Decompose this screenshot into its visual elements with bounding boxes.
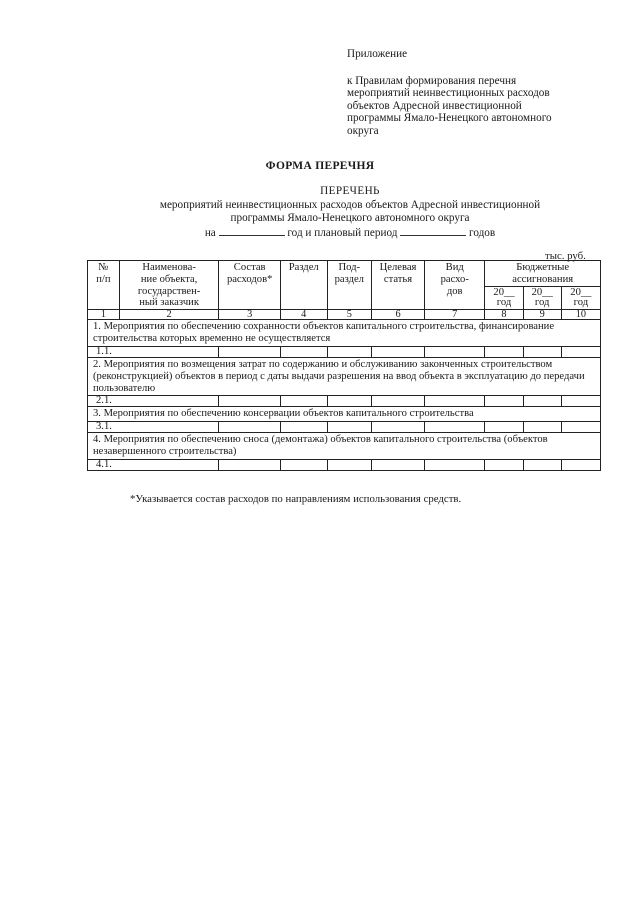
table-cell: [425, 396, 485, 407]
subsection-row: [88, 422, 601, 433]
table-cell: [485, 422, 523, 433]
table-cell: [219, 347, 280, 358]
list-title: ПЕРЕЧЕНЬ: [320, 185, 380, 197]
table-cell: [327, 396, 372, 407]
table-cell: [280, 396, 327, 407]
subsection-number: 1.1.: [88, 347, 219, 358]
subsection-row: [88, 347, 601, 358]
appendix-line: программы Ямало-Ненецкого автономного: [347, 112, 552, 125]
header-section: Раздел: [280, 261, 327, 310]
section-row: [88, 433, 601, 460]
table-cell: [327, 347, 372, 358]
table-cell: [219, 459, 280, 470]
col-number: 8: [485, 310, 523, 320]
table-cell: [219, 396, 280, 407]
table-cell: [485, 347, 523, 358]
table-cell: [219, 422, 280, 433]
table-cell: [280, 459, 327, 470]
footnote: *Указывается состав расходов по направлениям использования средств.: [130, 493, 462, 505]
col-number: 4: [280, 310, 327, 320]
table-cell: [372, 459, 425, 470]
section-title: 2. Мероприятия по возмещения затрат по содержанию и обслуживанию законченных строительством (реконструкцией) объектов в период с даты выдачи разрешения на ввод объекта в эксплуатацию до передачи пользователю: [88, 358, 601, 396]
period-blank: [400, 226, 466, 236]
table-cell: [523, 347, 561, 358]
appendix-line: мероприятий неинвестиционных расходов: [347, 87, 550, 100]
period-on: на: [204, 226, 216, 239]
period-mid: год и плановый период: [287, 226, 398, 239]
subsection-number: 3.1.: [88, 422, 219, 433]
table-cell: [561, 396, 600, 407]
appendix-line: к Правилам формирования перечня: [347, 74, 517, 87]
table-cell: [523, 396, 561, 407]
form-title: ФОРМА ПЕРЕЧНЯ: [265, 160, 375, 172]
table-cell: [280, 347, 327, 358]
subsection-number: 2.1.: [88, 396, 219, 407]
subsection-row: [88, 459, 601, 470]
list-subtitle-line1: мероприятий неинвестиционных расходов объектов Адресной инвестиционной: [159, 198, 541, 211]
header-target: Целевая статья: [372, 261, 425, 310]
col-number: 5: [327, 310, 372, 320]
col-number: 6: [372, 310, 425, 320]
table-cell: [372, 422, 425, 433]
table-cell: [561, 347, 600, 358]
header-composition: Состав расходов*: [219, 261, 280, 310]
header-object: Наименова- ние объекта, государствен- ный заказчик: [119, 261, 219, 310]
col-number: 2: [119, 310, 219, 320]
table-cell: [523, 459, 561, 470]
col-number: 10: [561, 310, 600, 320]
col-number: 1: [88, 310, 120, 320]
appendix-block: [347, 48, 627, 138]
table-cell: [327, 422, 372, 433]
appendix-line: округа: [347, 124, 379, 137]
section-title: 4. Мероприятия по обеспечению сноса (демонтажа) объектов капитального строительства (объектов незавершенного строительства): [88, 433, 601, 460]
section-title: 1. Мероприятия по обеспечению сохранности объектов капитального строительства, финансирование строительства которых временно не осуществляется: [88, 320, 601, 347]
header-num: № п/п: [88, 261, 120, 310]
section-row: [88, 320, 601, 347]
period-end: годов: [469, 226, 496, 239]
appendix-line: объектов Адресной инвестиционной: [347, 99, 522, 112]
list-period-line: [100, 226, 600, 241]
header-year-2: 20__ год: [523, 286, 561, 310]
header-type: Вид расхо- дов: [425, 261, 485, 310]
column-numbers-row: [88, 310, 601, 320]
header-budget: Бюджетные ассигнования: [485, 261, 601, 287]
table-cell: [372, 347, 425, 358]
table-cell: [485, 396, 523, 407]
table-cell: [561, 422, 600, 433]
list-heading: [100, 185, 600, 240]
table-cell: [280, 422, 327, 433]
table-cell: [485, 459, 523, 470]
table-cell: [372, 396, 425, 407]
col-number: 7: [425, 310, 485, 320]
header-subsection: Под- раздел: [327, 261, 372, 310]
table-cell: [425, 422, 485, 433]
list-subtitle-line2: программы Ямало-Ненецкого автономного округа: [230, 212, 470, 225]
col-number: 9: [523, 310, 561, 320]
subsection-row: [88, 396, 601, 407]
header-year-3: 20__ год: [561, 286, 600, 310]
expenses-table: [87, 260, 601, 471]
table-cell: [327, 459, 372, 470]
table-cell: [523, 422, 561, 433]
table-cell: [425, 459, 485, 470]
units-label: тыс. руб.: [545, 250, 586, 262]
table-cell: [561, 459, 600, 470]
section-title: 3. Мероприятия по обеспечению консервации объектов капитального строительства: [88, 407, 601, 422]
col-number: 3: [219, 310, 280, 320]
section-row: [88, 358, 601, 396]
table-cell: [425, 347, 485, 358]
section-row: [88, 407, 601, 422]
year-blank: [219, 226, 285, 236]
subsection-number: 4.1.: [88, 459, 219, 470]
appendix-label: Приложение: [347, 48, 408, 60]
header-year-1: 20__ год: [485, 286, 523, 310]
